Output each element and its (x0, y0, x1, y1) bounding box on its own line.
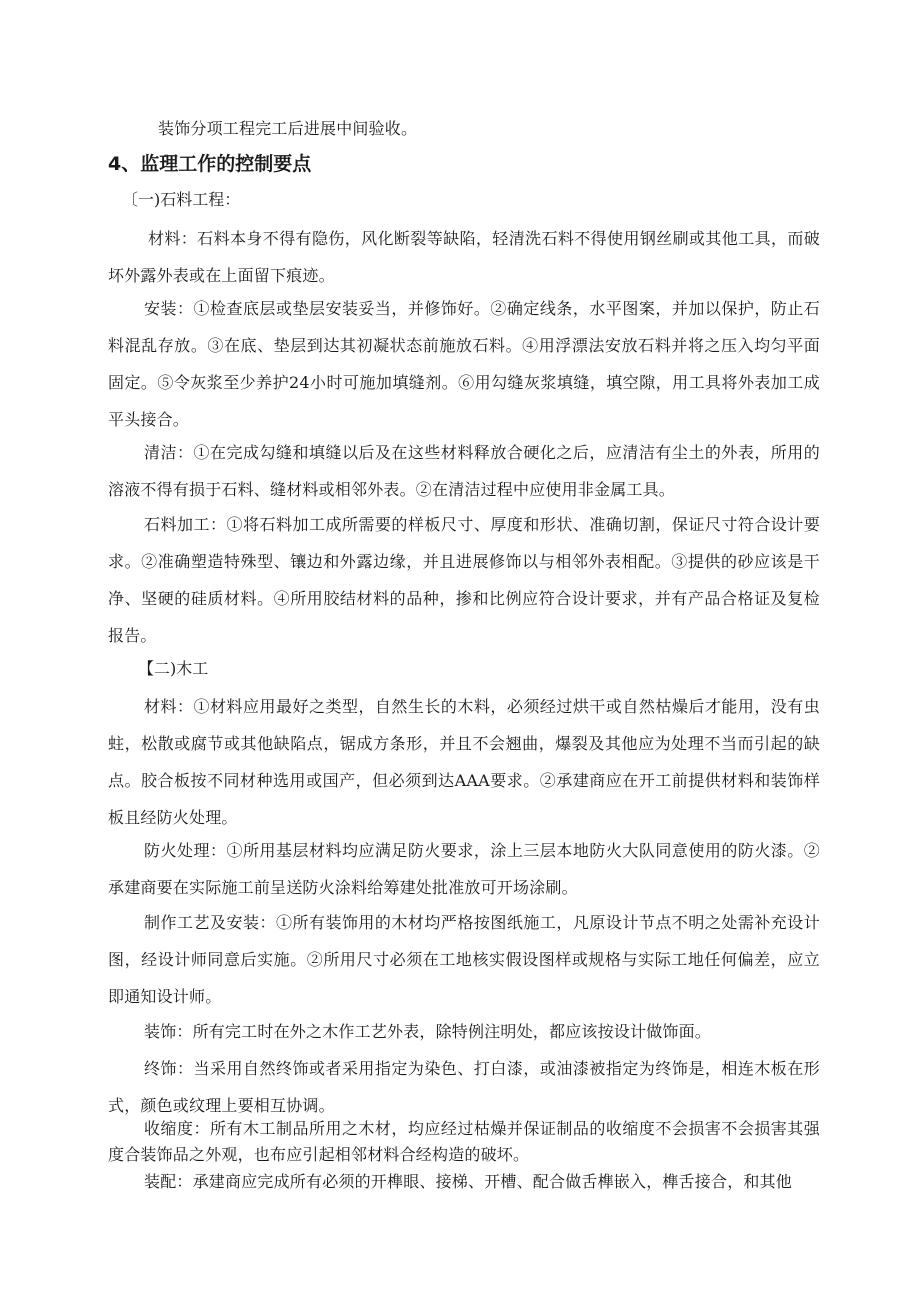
wood-craft-paragraph: 制作工艺及安装：①所有装饰用的木材均严格按图纸施工，凡原设计节点不明之处需补充设计图，经设计师同意后实施。②所用尺寸必须在工地核实假设图样或规格与实际工地任何偏差，应立即通知设计师。 (108, 913, 820, 1006)
wood-shrink-paragraph: 收缩度：所有木工制品所用之木材，均应经过枯燥并保证制品的收缩度不会损害不会损害其强度合装饰品之外观，也布应引起相邻材料合经构造的破坏。 (108, 1119, 820, 1164)
wood-section-title: 【二)木工 (138, 659, 209, 678)
stone-clean-paragraph: 清洁：①在完成勾缝和填缝以后及在这些材料释放合硬化之后，应清洁有尘土的外表，所用的溶液不得有损于石料、缝材料或相邻外表。②在清洁过程中应使用非金属工具。 (108, 443, 820, 499)
stone-material-paragraph: 材料：石料本身不得有隐伤，风化断裂等缺陷，轻清洗石料不得使用钢丝刷或其他工具，而破坏外露外表或在上面留下痕迹。 (108, 229, 820, 285)
section-heading: 4、监理工作的控制要点 (108, 153, 312, 175)
wood-fireproof-paragraph: 防火处理：①所用基层材料均应满足防火要求，涂上三层本地防火大队同意使用的防火漆。②承建商要在实际施工前呈送防火涂料给筹建处批准放可开场涂刷。 (108, 841, 820, 897)
stone-section-title: 〔一)石料工程： (122, 190, 241, 209)
wood-finish-paragraph: 终饰：当采用自然终饰或者采用指定为染色、打白漆，或油漆被指定为终饰是，相连木板在形式，颜色或纹理上要相互协调。 (108, 1059, 820, 1115)
intro-line: 装饰分项工程完工后进展中间验收。 (158, 119, 418, 138)
wood-assembly-paragraph: 装配：承建商应完成所有必须的开榫眼、接梯、开槽、配合做舌榫嵌入，榫舌接合，和其他 (144, 1172, 793, 1191)
wood-material-paragraph: 材料：①材料应用最好之类型，自然生长的木料，必须经过烘干或自然枯燥后才能用，没有虫蛀，松散或腐节或其他缺陷点，锯成方条形，并且不会翘曲，爆裂及其他应为处理不当而引起的缺点。胶合板按不同材种选用或国产，但必须到达AAA要求。②承建商应在开工前提供材料和装饰样板且经防火处理。 (108, 697, 820, 827)
stone-install-paragraph: 安装：①检查底层或垫层安装妥当，并修饰好。②确定线条，水平图案，并加以保护，防止石料混乱存放。③在底、垫层到达其初凝状态前施放石料。④用浮漂法安放石料并将之压入均匀平面固定。⑤令灰浆至少养护24小时可施加填缝剂。⑥用勾缝灰浆填缝，填空隙，用工具将外表加工成平头接合。 (108, 299, 820, 429)
wood-decor-paragraph: 装饰：所有完工时在外之木作工艺外表，除特例注明处，都应该按设计做饰面。 (144, 1022, 712, 1041)
stone-process-paragraph: 石料加工：①将石料加工成所需要的样板尺寸、厚度和形状、准确切割，保证尺寸符合设计要求。②准确塑造特殊型、镶边和外露边缘，并且进展修饰以与相邻外表相配。③提供的砂应该是干净、坚硬的硅质材料。④所用胶结材料的品种，掺和比例应符合设计要求，并有产品合格证及复检报告。 (108, 515, 820, 645)
